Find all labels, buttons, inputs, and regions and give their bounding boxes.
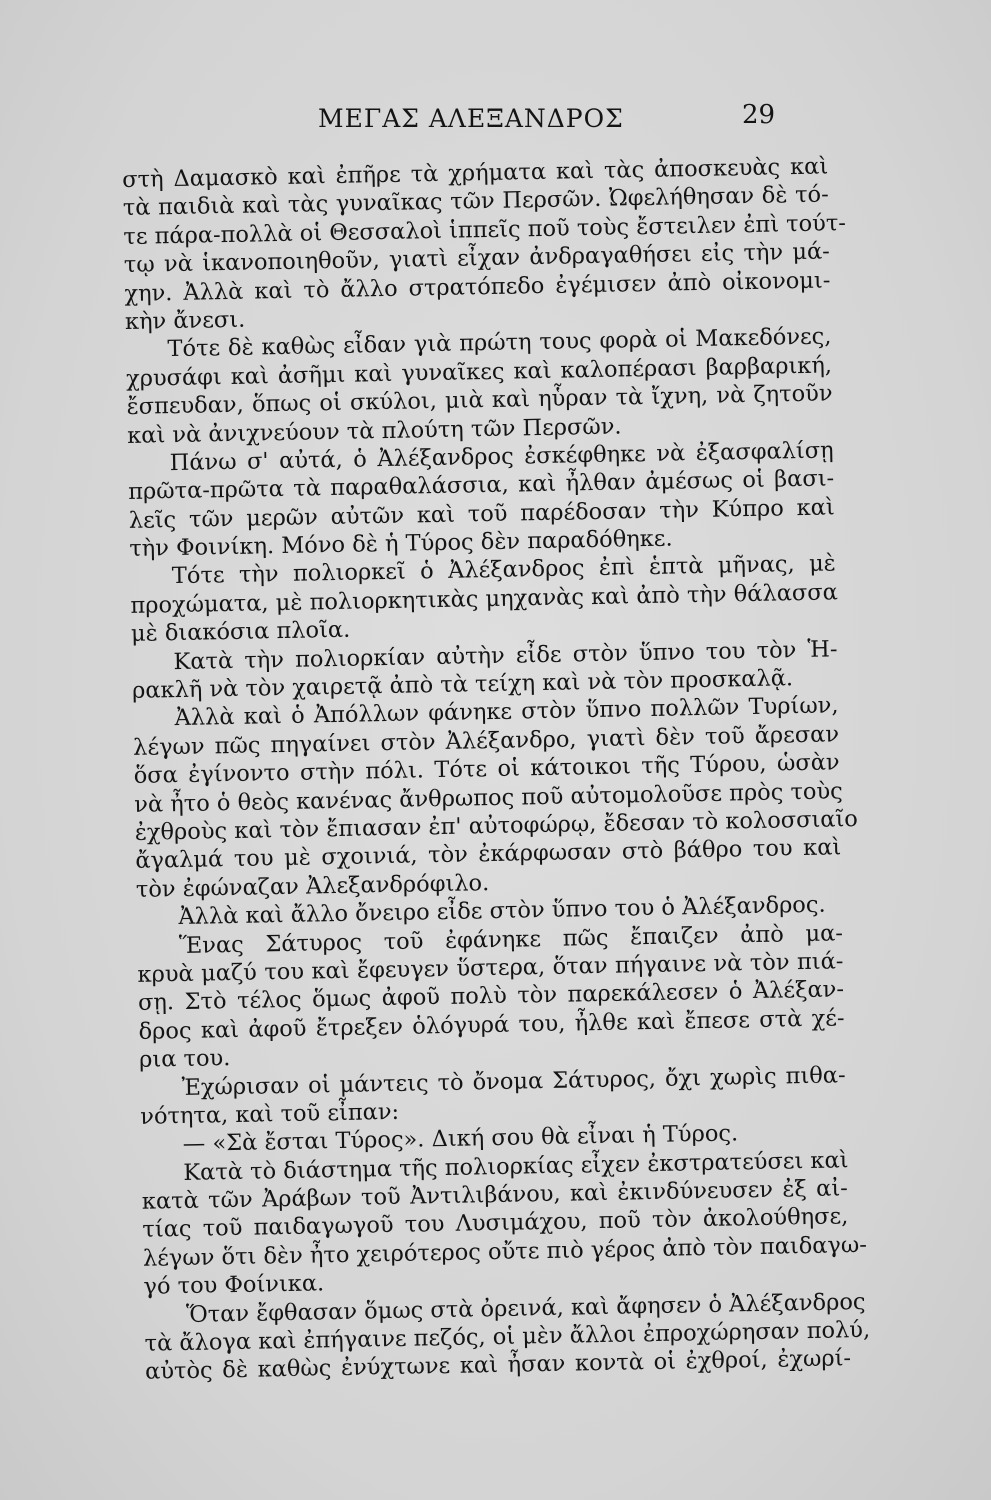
text-line: νὰ ἦτο ὁ θεὸς κανένας ἄνθρωπος ποῦ αὐτομολοῦσε πρὸς τοὺς — [134, 777, 843, 818]
text-line: αὐτὸς δὲ καθὼς ἐνύχτωνε καὶ ἦσαν κοντὰ οἱ ἐχθροί, ἐχωρί- — [144, 1345, 852, 1386]
text-line: νότητα, καὶ τοῦ εἶπαν: — [140, 1098, 400, 1130]
text-line: Τότε τὴν πολιορκεῖ ὁ Ἀλέξανδρος ἐπὶ ἑπτὰ μῆνας, μὲ — [171, 550, 837, 590]
text-line: τὰ παιδιὰ καὶ τὰς γυναῖκας τῶν Περσῶν. Ὠφελήθησαν δὲ τό- — [122, 181, 829, 222]
text-line: ἐχθροὺς καὶ τὸν ἔπιασαν ἐπ' αὐτοφώρῳ, ἔδεσαν τὸ κολοσσιαῖο — [134, 805, 859, 846]
text-line: Κατὰ τὴν πολιορκίαν αὐτὴν εἶδε στὸν ὕπνο του τὸν Ἡ- — [173, 635, 838, 675]
text-line: καὶ νὰ ἀνιχνεύουν τὰ πλούτη τῶν Περσῶν. — [126, 412, 622, 449]
text-line: προχώματα, μὲ πολιορκητικὰς μηχανὰς καὶ ἀπὸ τὴν θάλασσα — [130, 579, 839, 619]
text-line: ρακλῆ νὰ τὸν χαιρετᾷ ἀπὸ τὰ τείχη καὶ νὰ τὸν προσκαλᾷ. — [131, 665, 794, 704]
text-line: σῃ. Στὸ τέλος ὅμως ἀφοῦ πολὺ τὸν παρεκάλεσεν ὁ Ἀλέξαν- — [137, 976, 845, 1017]
text-line: Κατὰ τὸ διάστημα τῆς πολιορκίας εἶχεν ἐκστρατεύσει καὶ — [183, 1146, 849, 1186]
text-line: δρος καὶ ἀφοῦ ἔτρεξεν ὁλόγυρά του, ἦλθε καὶ ἔπεσε στὰ χέ- — [138, 1005, 845, 1045]
text-line: ὅσα ἐγίνοντο στὴν πόλι. Τότε οἱ κάτοικοι τῆς Τύρου, ὡσὰν — [133, 749, 840, 790]
text-line: κατὰ τῶν Ἀράβων τοῦ Ἀντιλιβάνου, καὶ ἐκινδύνευσεν ἐξ αἰ- — [141, 1175, 849, 1215]
text-line: Ἀλλὰ καὶ ὁ Ἀπόλλων φάνηκε στὸν ὕπνο πολλῶν Τυρίων, — [174, 692, 839, 732]
text-line: Ὅταν ἔφθασαν ὅμως στὰ ὀρεινά, καὶ ἄφησεν ὁ Ἀλέξανδρος — [185, 1288, 866, 1328]
text-line: κὴν ἄνεσι. — [124, 306, 246, 335]
body-text — [122, 152, 871, 1386]
text-line: — «Σὰ ἔσται Τύρος». Δική σου θὰ εἶναι ἡ Τύρος. — [182, 1120, 739, 1158]
text-line: κρυὰ μαζύ του καὶ ἔφευγεν ὕστερα, ὅταν πήγαινε νὰ τὸν πιά- — [137, 948, 844, 988]
text-line: Ἐχώρισαν οἱ μάντεις τὸ ὄνομα Σάτυρος, ὄχι χωρὶς πιθα- — [181, 1061, 846, 1101]
text-line: Τότε δὲ καθὼς εἶδαν γιὰ πρώτη τους φορὰ οἱ Μακεδόνες, — [167, 323, 832, 363]
text-line: χην. Ἀλλὰ καὶ τὸ ἄλλο στρατόπεδο ἐγέμισεν ἀπὸ οἰκονομι- — [124, 266, 831, 307]
page-header — [0, 100, 991, 144]
text-line: τῳ νὰ ἱκανοποιηθοῦν, γιατὶ εἶχαν ἀνδραγαθήσει εἰς τὴν μά- — [123, 238, 831, 279]
text-line: πρῶτα-πρῶτα τὰ παραθαλάσσια, καὶ ἦλθαν ἀμέσως οἱ βασι- — [128, 465, 835, 506]
text-line: στὴ Δαμασκὸ καὶ ἐπῆρε τὰ χρήματα καὶ τὰς ἀποσκευὰς καὶ — [122, 153, 829, 193]
text-line: λέγων πῶς πηγαίνει στὸν Ἀλέξανδρο, γιατὶ δὲν τοῦ ἄρεσαν — [132, 721, 840, 761]
text-line: μὲ διακόσια πλοῖα. — [130, 616, 351, 648]
text-line: τὰ ἄλογα καὶ ἐπήγαινε πεζός, οἱ μὲν ἄλλοι ἐπροχώρησαν πολύ, — [144, 1316, 871, 1357]
text-line: τὸν ἐφώναζαν Ἀλεξανδρόφιλο. — [135, 869, 490, 903]
running-title: ΜΕΓΑΣ ΑΛΕΞΑΝΔΡΟΣ — [318, 104, 624, 133]
text-line: τε πάρα-πολλὰ οἱ Θεσσαλοὶ ἱππεῖς ποῦ τοὺς ἔστειλεν ἐπὶ τούτ- — [123, 209, 847, 250]
text-line: ἄγαλμά του μὲ σχοινιά, τὸν ἐκάρφωσαν στὸ βάθρο του καὶ — [135, 834, 842, 875]
text-line: Ἀλλὰ καὶ ἄλλο ὄνειρο εἶδε στὸν ὕπνο του ὁ Ἀλέξανδρος. — [178, 891, 826, 931]
text-line: λέγων ὅτι δὲν ἦτο χειρότερος οὔτε πιὸ γέρος ἀπὸ τὸν παιδαγω- — [142, 1231, 868, 1272]
text-line: Ἕνας Σάτυρος τοῦ ἐφάνηκε πῶς ἔπαιζεν ἀπὸ μα- — [178, 919, 844, 959]
text-line: χρυσάφι καὶ ἀσῆμι καὶ γυναῖκες καὶ καλοπέρασι βαρβαρική, — [125, 352, 833, 392]
text-line: ἔσπευδαν, ὅπως οἱ σκύλοι, μιὰ καὶ ηὗραν τὰ ἴχνη, νὰ ζητοῦν — [126, 380, 833, 421]
page-number: 29 — [742, 100, 776, 130]
text-line: Πάνω σ' αὐτά, ὁ Ἀλέξανδρος ἐσκέφθηκε νὰ ἐξασφαλίσῃ — [169, 437, 834, 477]
text-line: τίας τοῦ παιδαγωγοῦ του Λυσιμάχου, ποῦ τὸν ἀκολούθησε, — [142, 1203, 849, 1244]
text-line: λεῖς τῶν μερῶν αὐτῶν καὶ τοῦ παρέδοσαν τὴν Κύπρο καὶ — [128, 494, 835, 534]
text-line: γό του Φοίνικα. — [143, 1270, 325, 1301]
text-line: ρια του. — [138, 1045, 231, 1073]
text-line: τὴν Φοινίκη. Μόνο δὲ ἡ Τύρος δὲν παραδόθηκε. — [129, 525, 673, 563]
